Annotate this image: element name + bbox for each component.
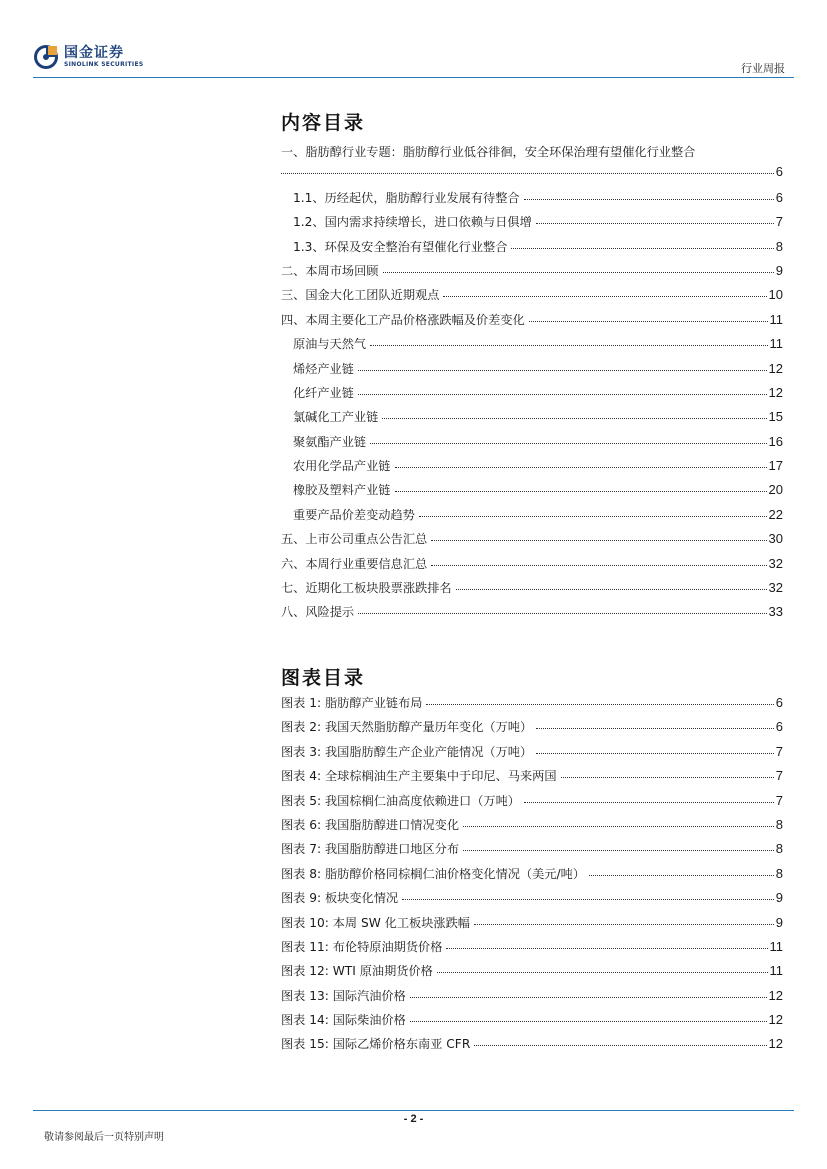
figure-entry-text: 图表 13: 国际汽油价格 (281, 988, 406, 1003)
toc-entry-page: 6 (775, 164, 783, 180)
dot-leader (529, 321, 768, 322)
dot-leader (511, 248, 773, 249)
dot-leader (561, 777, 774, 778)
dot-leader (431, 540, 766, 541)
toc-entry[interactable] (281, 360, 783, 384)
dot-leader (370, 443, 766, 444)
toc-title: 内容目录 (281, 112, 366, 134)
figure-entry-page: 12 (768, 1036, 783, 1052)
dot-leader (395, 467, 767, 468)
figures-title: 图表目录 (281, 667, 366, 689)
list-of-figures (281, 694, 783, 1060)
dot-leader (524, 199, 774, 200)
figure-entry-text: 图表 9: 板块变化情况 (281, 891, 399, 906)
dot-leader (536, 753, 774, 754)
toc-entry[interactable] (281, 433, 783, 457)
toc-entry-text: 原油与天然气 (293, 337, 367, 352)
figure-entry[interactable] (281, 767, 783, 791)
logo-mark-icon (33, 44, 59, 70)
figure-entry-page: 6 (775, 695, 783, 710)
figure-entry[interactable] (281, 694, 783, 718)
dot-leader (426, 704, 773, 705)
figure-entry-text: 图表 12: WTI 原油期货价格 (281, 964, 433, 979)
toc-entry[interactable] (281, 603, 783, 627)
toc-entry-page: 22 (768, 506, 783, 522)
footer-disclaimer: 敬请参阅最后一页特别声明 (44, 1132, 164, 1143)
toc-entry-page: 15 (768, 409, 783, 425)
dot-leader (410, 1021, 767, 1022)
figure-entry[interactable] (281, 743, 783, 767)
dot-leader (463, 850, 774, 851)
dot-leader (358, 394, 767, 395)
toc-entry-text: 重要产品价差变动趋势 (293, 507, 415, 522)
figure-entry-page: 11 (769, 938, 783, 954)
dot-leader (536, 728, 774, 729)
figure-entry[interactable] (281, 718, 783, 742)
dot-leader (382, 418, 766, 419)
dot-leader (456, 589, 767, 590)
toc-entry-text: 六、本周行业重要信息汇总 (281, 556, 428, 571)
brand-name-en: SINOLINK SECURITIES (64, 61, 144, 68)
figure-entry-text: 图表 7: 我国脂肪醇进口地区分布 (281, 842, 460, 857)
dot-leader (474, 924, 774, 925)
dot-leader (446, 948, 767, 949)
toc-entry-text: 五、上市公司重点公告汇总 (281, 532, 428, 547)
figure-entry-text: 图表 1: 脂肪醇产业链布局 (281, 696, 423, 710)
footer-divider (33, 1110, 794, 1111)
toc-entry[interactable] (281, 335, 783, 359)
figure-entry-page: 8 (775, 816, 783, 832)
toc-entry[interactable] (281, 481, 783, 505)
figure-entry-text: 图表 5: 我国棕榈仁油高度依赖进口（万吨） (281, 793, 520, 808)
toc-entry[interactable] (281, 555, 783, 579)
toc-entry-page: 9 (775, 262, 783, 278)
figure-entry-page: 12 (768, 987, 783, 1003)
figure-entry-text: 图表 11: 布伦特原油期货价格 (281, 939, 443, 954)
toc-entry-1[interactable] (281, 140, 783, 189)
figure-entry[interactable] (281, 816, 783, 840)
figure-entry-page: 8 (775, 841, 783, 857)
brand-logo (33, 44, 143, 70)
dot-leader (410, 997, 767, 998)
figure-entry[interactable] (281, 889, 783, 913)
figure-entry-text: 图表 6: 我国脂肪醇进口情况变化 (281, 817, 460, 832)
dot-leader (358, 613, 766, 614)
toc-entry-text: 烯烃产业链 (293, 361, 354, 376)
header-divider (33, 77, 794, 78)
figure-entry[interactable] (281, 865, 783, 889)
toc-entry[interactable] (281, 262, 783, 286)
toc-entry[interactable] (281, 408, 783, 432)
dot-leader (443, 296, 766, 297)
figure-entry-page: 12 (768, 1012, 783, 1028)
toc-entry[interactable] (281, 579, 783, 603)
figure-entry-page: 9 (775, 890, 783, 906)
figure-entry-page: 9 (775, 914, 783, 930)
toc-entry-text: 四、本周主要化工产品价格涨跌幅及价差变化 (281, 312, 525, 327)
report-type-label: 行业周报 (741, 62, 785, 75)
dot-leader (383, 272, 774, 273)
toc-entry-text: 1.3、环保及安全整治有望催化行业整合 (293, 239, 508, 254)
figure-entry-page: 6 (775, 719, 783, 735)
toc-entry-page: 32 (768, 580, 783, 596)
dot-leader (536, 223, 774, 224)
toc-entry-text: 氯碱化工产业链 (293, 410, 379, 425)
figure-entry-page: 11 (769, 963, 783, 979)
toc-entry[interactable] (281, 286, 783, 310)
table-of-contents (281, 140, 783, 628)
toc-entry-page: 20 (768, 482, 783, 498)
toc-entry-page: 11 (769, 336, 783, 352)
dot-leader (281, 173, 774, 174)
dot-leader (431, 565, 766, 566)
toc-entry-text: 1.1、历经起伏，脂肪醇行业发展有待整合 (293, 190, 520, 205)
figure-entry-page: 7 (775, 792, 783, 808)
toc-entry[interactable] (281, 311, 783, 335)
toc-entry-page: 32 (768, 555, 783, 571)
figure-entry[interactable] (281, 840, 783, 864)
toc-entry-text: 橡胶及塑料产业链 (293, 483, 391, 498)
dot-leader (463, 826, 774, 827)
toc-entry-page: 6 (775, 189, 783, 205)
figure-entry-page: 7 (775, 743, 783, 759)
dot-leader (474, 1045, 766, 1046)
toc-entry[interactable] (281, 238, 783, 262)
figure-entry[interactable] (281, 938, 783, 962)
toc-entry-page: 11 (769, 311, 783, 327)
toc-entry-text: 一、脂肪醇行业专题：脂肪醇行业低谷徘徊，安全环保治理有望催化行业整合 (281, 145, 696, 159)
figure-entry-text: 图表 4: 全球棕榈油生产主要集中于印尼、马来两国 (281, 769, 557, 784)
toc-entry-text: 农用化学品产业链 (293, 459, 391, 474)
toc-entry-page: 12 (768, 360, 783, 376)
figure-entry-text: 图表 2: 我国天然脂肪醇产量历年变化（万吨） (281, 720, 533, 735)
page-header (0, 0, 827, 82)
figure-entry-text: 图表 14: 国际柴油价格 (281, 1013, 406, 1028)
figure-entry[interactable] (281, 1035, 783, 1059)
figure-entry-text: 图表 10: 本周 SW 化工板块涨跌幅 (281, 915, 470, 930)
brand-name-cn: 国金证券 (64, 45, 124, 61)
toc-entry-text: 八、风险提示 (281, 605, 355, 620)
toc-entry-page: 7 (775, 214, 783, 230)
toc-entry[interactable] (281, 384, 783, 408)
dot-leader (395, 491, 767, 492)
toc-entry-page: 30 (768, 531, 783, 547)
toc-entry-page: 12 (768, 384, 783, 400)
dot-leader (358, 370, 767, 371)
toc-entry-text: 聚氨酯产业链 (293, 434, 367, 449)
figure-entry[interactable] (281, 914, 783, 938)
toc-entry-text: 1.2、国内需求持续增长，进口依赖与日俱增 (293, 215, 532, 230)
dot-leader (589, 875, 774, 876)
figure-entry-text: 图表 8: 脂肪醇价格同棕榈仁油价格变化情况（美元/吨） (281, 866, 586, 881)
figure-entry[interactable] (281, 1011, 783, 1035)
toc-entry-text: 二、本周市场回顾 (281, 263, 379, 278)
toc-entry-page: 33 (768, 604, 783, 620)
page-number: - 2 - (403, 1113, 424, 1125)
figure-entry[interactable] (281, 792, 783, 816)
toc-entry[interactable] (281, 530, 783, 554)
toc-entry-text: 三、国金大化工团队近期观点 (281, 288, 440, 303)
toc-entry-page: 16 (768, 433, 783, 449)
dot-leader (402, 899, 774, 900)
toc-entry-page: 8 (775, 238, 783, 254)
toc-entry[interactable] (281, 213, 783, 237)
toc-entry[interactable] (281, 457, 783, 481)
toc-entry[interactable] (281, 506, 783, 530)
figure-entry-page: 7 (775, 768, 783, 784)
dot-leader (370, 345, 767, 346)
dot-leader (524, 802, 774, 803)
toc-entry[interactable] (281, 189, 783, 213)
figure-entry-text: 图表 15: 国际乙烯价格东南亚 CFR (281, 1037, 471, 1052)
figure-entry[interactable] (281, 962, 783, 986)
figure-entry-page: 8 (775, 865, 783, 881)
toc-entry-text: 七、近期化工板块股票涨跌排名 (281, 581, 452, 596)
toc-entry-text: 化纤产业链 (293, 385, 354, 400)
toc-entry-page: 17 (768, 458, 783, 474)
figure-entry-text: 图表 3: 我国脂肪醇生产企业产能情况（万吨） (281, 744, 533, 759)
dot-leader (419, 516, 767, 517)
figure-entry[interactable] (281, 987, 783, 1011)
dot-leader (437, 972, 768, 973)
toc-entry-page: 10 (768, 287, 783, 303)
